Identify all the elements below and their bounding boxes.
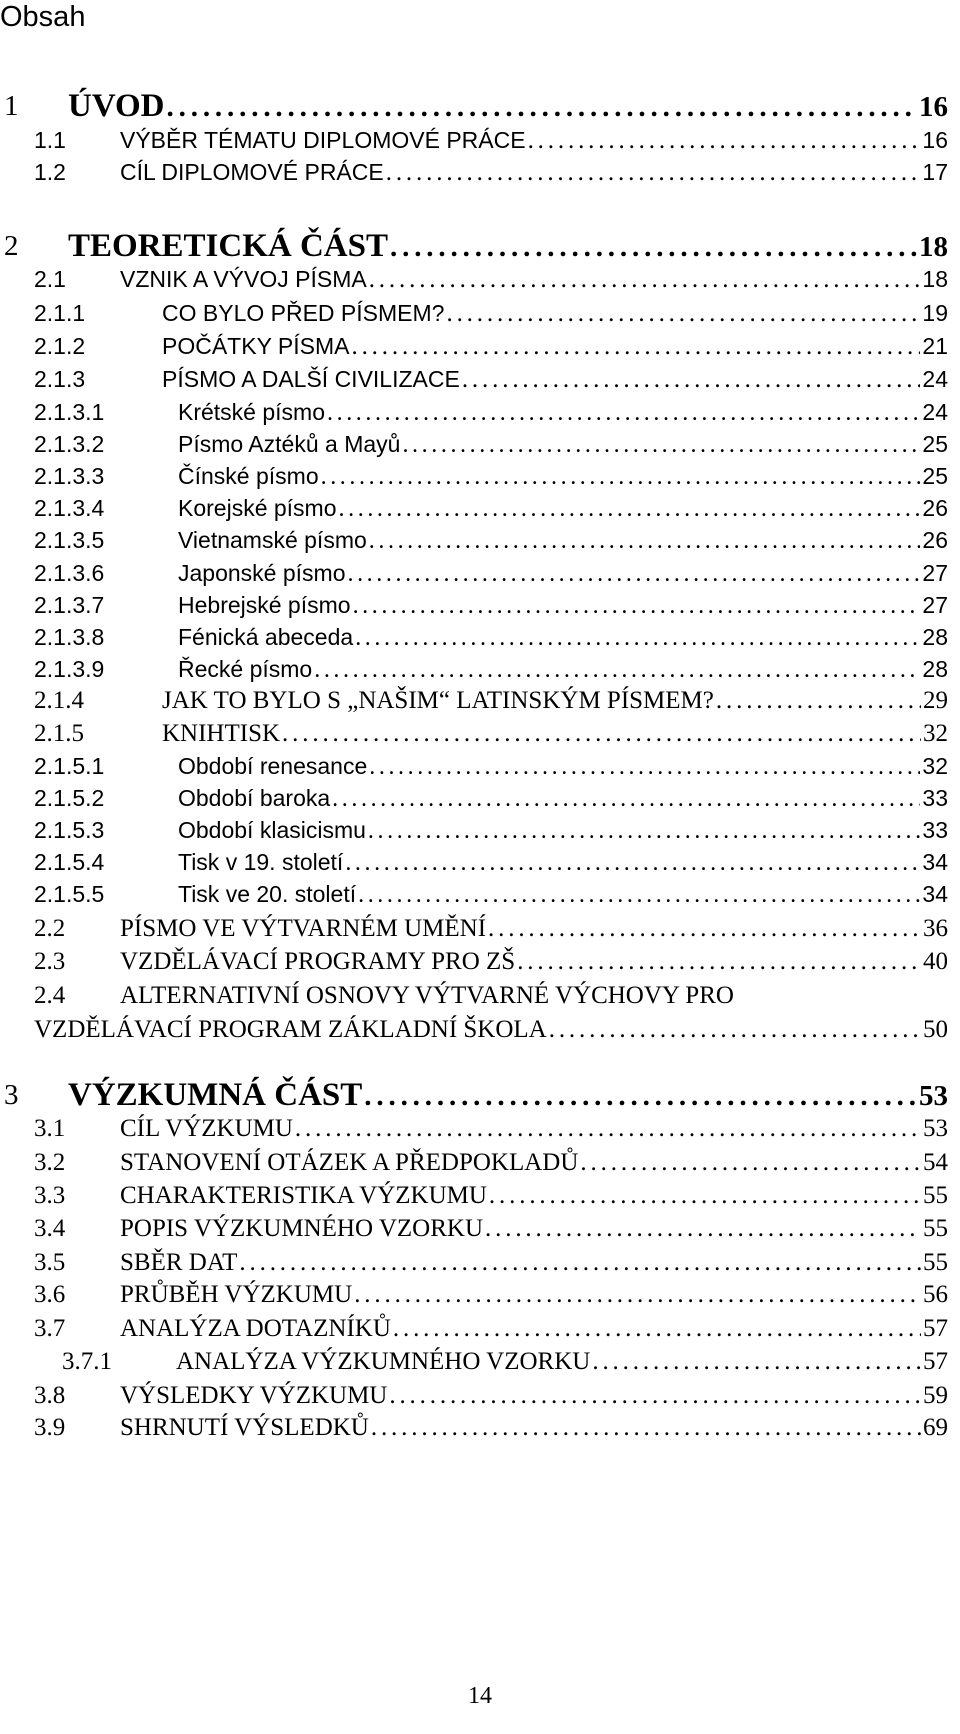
toc-entry[interactable] (0, 264, 948, 294)
toc-entry[interactable] (0, 88, 948, 124)
toc-entry-page: 18 (919, 231, 948, 263)
toc-dot-leader (386, 158, 921, 188)
toc-dot-leader (390, 229, 917, 265)
toc-entry[interactable] (0, 298, 948, 328)
toc-entry-page: 24 (922, 366, 948, 392)
toc-entry-page: 16 (919, 91, 948, 123)
toc-entry[interactable] (0, 947, 948, 977)
toc-dot-leader (295, 1114, 921, 1144)
page-number: 14 (468, 1683, 492, 1709)
toc-entry-number: 2.1.3.1 (34, 399, 105, 425)
toc-entry-number: 1 (4, 90, 19, 122)
toc-dot-leader (321, 462, 921, 492)
toc-entry[interactable] (0, 157, 948, 187)
toc-entry[interactable] (0, 397, 948, 427)
toc-entry[interactable] (0, 1413, 948, 1443)
toc-dot-leader (358, 880, 920, 910)
toc-entry[interactable] (0, 1148, 948, 1178)
toc-dot-leader (716, 686, 921, 716)
toc-entry-title: PÍSMO VE VÝTVARNÉM UMĚNÍ (120, 915, 487, 942)
toc-dot-leader (339, 494, 921, 524)
toc-entry-page: 28 (922, 656, 948, 682)
toc-entry[interactable] (0, 429, 948, 459)
toc-entry-page: 25 (922, 463, 948, 489)
toc-entry[interactable] (0, 1314, 948, 1344)
toc-entry-title: JAK TO BYLO S „NAŠIM“ LATINSKÝM PÍSMEM? (162, 687, 714, 714)
toc-entry-title: Japonské písmo (178, 560, 346, 586)
toc-entry-title: VÝZKUMNÁ ČÁST (68, 1077, 363, 1113)
toc-dot-leader (355, 623, 920, 653)
toc-entry[interactable] (0, 1248, 948, 1278)
toc-dot-leader (345, 848, 920, 878)
toc-entry-page: 33 (922, 785, 948, 811)
toc-entry-number: 2.1.5.3 (34, 817, 105, 843)
toc-entry-page: 36 (923, 915, 948, 942)
toc-entry[interactable] (0, 228, 948, 264)
toc-dot-leader (389, 1381, 921, 1411)
toc-entry-number: 3.6 (34, 1281, 66, 1308)
toc-entry-number: 3.1 (34, 1115, 66, 1142)
toc-entry-number: 3.7.1 (62, 1348, 112, 1375)
toc-entry-page: 19 (922, 300, 948, 326)
toc-entry-page: 27 (922, 592, 948, 618)
toc-entry-number: 3.4 (34, 1215, 66, 1242)
toc-entry-page: 33 (922, 817, 948, 843)
toc-entry-title-continued: VZDĚLÁVACÍ PROGRAM ZÁKLADNÍ ŠKOLA (34, 1016, 547, 1043)
toc-entry[interactable] (0, 590, 948, 620)
toc-entry[interactable] (0, 558, 948, 588)
toc-entry[interactable] (0, 914, 948, 944)
toc-entry-number: 2.1.5.2 (34, 785, 105, 811)
toc-entry-title: Tisk ve 20. století (178, 881, 357, 907)
toc-entry-title: VÝBĚR TÉMATU DIPLOMOVÉ PRÁCE (120, 127, 526, 153)
toc-entry-title: STANOVENÍ OTÁZEK A PŘEDPOKLADŮ (120, 1149, 579, 1176)
toc-dot-leader (580, 1148, 921, 1178)
toc-entry-page: 17 (922, 159, 948, 185)
toc-entry-title: CO BYLO PŘED PÍSMEM? (162, 300, 445, 326)
toc-dot-leader (282, 719, 921, 749)
toc-entry-page: 59 (923, 1382, 948, 1409)
toc-entry-title: Krétské písmo (178, 399, 325, 425)
toc-entry-title: ALTERNATIVNÍ OSNOVY VÝTVARNÉ VÝCHOVY PRO (120, 982, 734, 1009)
toc-entry[interactable] (0, 1381, 948, 1411)
toc-entry-title: VÝSLEDKY VÝZKUMU (120, 1382, 388, 1409)
toc-dot-leader (239, 1248, 921, 1278)
toc-dot-leader (368, 816, 920, 846)
toc-entry-title: VZNIK A VÝVOJ PÍSMA (120, 266, 367, 292)
toc-entry-number: 2.2 (34, 915, 66, 942)
toc-entry-number: 1.2 (34, 159, 66, 185)
toc-entry-page: 21 (922, 333, 948, 359)
toc-entry-page: 55 (923, 1215, 948, 1242)
toc-entry-continuation[interactable] (0, 1015, 948, 1045)
toc-entry-page: 24 (922, 399, 948, 425)
toc-entry-title: CÍL DIPLOMOVÉ PRÁCE (120, 159, 384, 185)
toc-entry-title: ANALÝZA VÝZKUMNÉHO VZORKU (176, 1348, 591, 1375)
toc-entry[interactable] (0, 1114, 948, 1144)
toc-entry-page: 26 (922, 527, 948, 553)
toc-entry-number: 2.1 (34, 266, 66, 292)
toc-entry-page: 57 (923, 1315, 948, 1342)
toc-entry-title: SHRNUTÍ VÝSLEDKŮ (120, 1414, 369, 1441)
toc-entry-title: Vietnamské písmo (178, 527, 367, 553)
toc-dot-leader (402, 430, 920, 460)
toc-entry[interactable] (0, 1214, 948, 1244)
toc-entry[interactable] (0, 719, 948, 749)
toc-entry[interactable] (0, 847, 948, 877)
toc-entry[interactable] (0, 1077, 948, 1113)
toc-dot-leader (167, 89, 917, 125)
toc-entry-number: 2.1.4 (34, 687, 84, 714)
toc-entry-number: 3.2 (34, 1149, 66, 1176)
toc-dot-leader (347, 559, 920, 589)
toc-entry-number: 3.8 (34, 1382, 66, 1409)
toc-entry[interactable] (0, 364, 948, 394)
toc-dot-leader (592, 1347, 921, 1377)
toc-entry-number: 2.1.5.1 (34, 753, 105, 779)
toc-entry-title: Korejské písmo (178, 495, 337, 521)
toc-entry-number: 2.1.3.8 (34, 624, 105, 650)
toc-entry-number: 2.1.3.4 (34, 495, 105, 521)
toc-dot-leader (528, 126, 921, 156)
toc-entry[interactable] (0, 525, 948, 555)
toc-entry-number: 2.1.3 (34, 366, 86, 392)
toc-entry-number: 2.1.5 (34, 720, 84, 747)
toc-entry-title: CHARAKTERISTIKA VÝZKUMU (120, 1182, 487, 1209)
toc-entry-number: 1.1 (34, 127, 66, 153)
toc-entry-number: 3.7 (34, 1315, 66, 1342)
toc-entry-number: 2.1.3.2 (34, 431, 105, 457)
toc-entry-title: POČÁTKY PÍSMA (162, 333, 350, 359)
toc-dot-leader (517, 947, 921, 977)
toc-entry[interactable] (0, 1347, 948, 1377)
page-title: Obsah (0, 1, 86, 33)
toc-entry[interactable] (0, 1181, 948, 1211)
toc-entry-title: Čínské písmo (178, 463, 319, 489)
toc-entry[interactable] (0, 783, 948, 813)
toc-entry-page: 55 (923, 1249, 948, 1276)
toc-entry-number: 2 (4, 230, 19, 262)
toc-entry-page: 53 (923, 1115, 948, 1142)
toc-entry-page: 56 (923, 1281, 948, 1308)
toc-entry-page: 32 (923, 720, 948, 747)
toc-entry-number: 2.1.3.6 (34, 560, 105, 586)
toc-entry-number: 2.1.3.7 (34, 592, 105, 618)
toc-entry-number: 2.1.3.9 (34, 656, 105, 682)
toc-entry-title: Fénická abeceda (178, 624, 354, 650)
toc-dot-leader (314, 655, 920, 685)
toc-dot-leader (369, 526, 921, 556)
toc-entry-title: ANALÝZA DOTAZNÍKŮ (120, 1315, 391, 1342)
toc-entry-number: 3.5 (34, 1249, 66, 1276)
toc-entry-title: PRŮBĚH VÝZKUMU (120, 1281, 353, 1308)
toc-dot-leader (446, 299, 920, 329)
toc-dot-leader (485, 1214, 921, 1244)
toc-entry-page: 34 (922, 881, 948, 907)
toc-dot-leader (488, 914, 921, 944)
toc-entry[interactable] (0, 686, 948, 716)
toc-dot-leader (351, 332, 920, 362)
toc-entry-number: 2.1.1 (34, 300, 86, 326)
toc-entry[interactable] (0, 815, 948, 845)
toc-entry-title: SBĚR DAT (120, 1249, 238, 1276)
toc-entry-page: 40 (923, 948, 948, 975)
toc-entry[interactable] (0, 331, 948, 361)
toc-entry-title: TEORETICKÁ ČÁST (68, 228, 388, 264)
toc-entry-page: 34 (922, 849, 948, 875)
toc-dot-leader (549, 1015, 921, 1045)
toc-entry-title: Hebrejské písmo (178, 592, 351, 618)
toc-dot-leader (354, 1280, 921, 1310)
toc-entry-page: 27 (922, 560, 948, 586)
toc-entry[interactable] (0, 879, 948, 909)
toc-dot-leader (371, 1413, 921, 1443)
toc-entry-page: 57 (923, 1348, 948, 1375)
toc-entry[interactable] (0, 493, 948, 523)
toc-entry-page: 54 (923, 1149, 948, 1176)
toc-entry-title: Tisk v 19. století (178, 849, 344, 875)
toc-entry[interactable] (0, 1280, 948, 1310)
toc-dot-leader (364, 1078, 917, 1114)
toc-entry-page: 25 (922, 431, 948, 457)
toc-entry-title: VZDĚLÁVACÍ PROGRAMY PRO ZŠ (120, 948, 516, 975)
toc-entry-number: 2.1.5.4 (34, 849, 105, 875)
toc-entry-title: PÍSMO A DALŠÍ CIVILIZACE (162, 366, 460, 392)
toc-entry-title: Období renesance (178, 753, 368, 779)
toc-entry-number: 2.1.3.5 (34, 527, 105, 553)
toc-entry-title: KNIHTISK (162, 720, 281, 747)
toc-entry-number: 2.4 (34, 982, 66, 1009)
toc-entry-title: POPIS VÝZKUMNÉHO VZORKU (120, 1215, 484, 1242)
toc-entry-title: Období klasicismu (178, 817, 366, 843)
toc-entry-number: 2.1.3.3 (34, 463, 105, 489)
toc-entry-page: 55 (923, 1182, 948, 1209)
toc-entry-title: CÍL VÝZKUMU (120, 1115, 293, 1142)
toc-entry[interactable] (0, 981, 948, 1011)
toc-dot-leader (369, 265, 921, 295)
toc-entry-page: 53 (919, 1080, 948, 1112)
toc-dot-leader (332, 784, 920, 814)
toc-entry-title: Řecké písmo (178, 656, 313, 682)
toc-entry-number: 2.1.5.5 (34, 881, 105, 907)
toc-dot-leader (489, 1181, 921, 1211)
toc-entry-number: 3 (4, 1079, 19, 1111)
toc-entry[interactable] (0, 622, 948, 652)
toc-dot-leader (462, 365, 921, 395)
toc-dot-leader (369, 752, 920, 782)
toc-dot-leader (327, 398, 920, 428)
toc-entry-page: 32 (922, 753, 948, 779)
toc-entry[interactable] (0, 654, 948, 684)
toc-entry-number: 3.9 (34, 1414, 66, 1441)
toc-entry-page: 50 (923, 1016, 948, 1043)
toc-entry[interactable] (0, 125, 948, 155)
toc-entry[interactable] (0, 751, 948, 781)
toc-entry-title: Období baroka (178, 785, 331, 811)
toc-entry-number: 2.1.2 (34, 333, 86, 359)
toc-entry-page: 28 (922, 624, 948, 650)
toc-entry-number: 3.3 (34, 1182, 66, 1209)
toc-entry-page: 29 (923, 687, 948, 714)
toc-entry[interactable] (0, 461, 948, 491)
toc-entry-page: 26 (922, 495, 948, 521)
toc-entry-page: 16 (922, 127, 948, 153)
toc-entry-page: 18 (922, 266, 948, 292)
toc-entry-page: 69 (923, 1414, 948, 1441)
toc-entry-title: Písmo Aztéků a Mayů (178, 431, 401, 457)
toc-dot-leader (393, 1314, 921, 1344)
toc-entry-title: ÚVOD (68, 88, 165, 124)
toc-entry-number: 2.3 (34, 948, 66, 975)
toc-dot-leader (353, 591, 921, 621)
